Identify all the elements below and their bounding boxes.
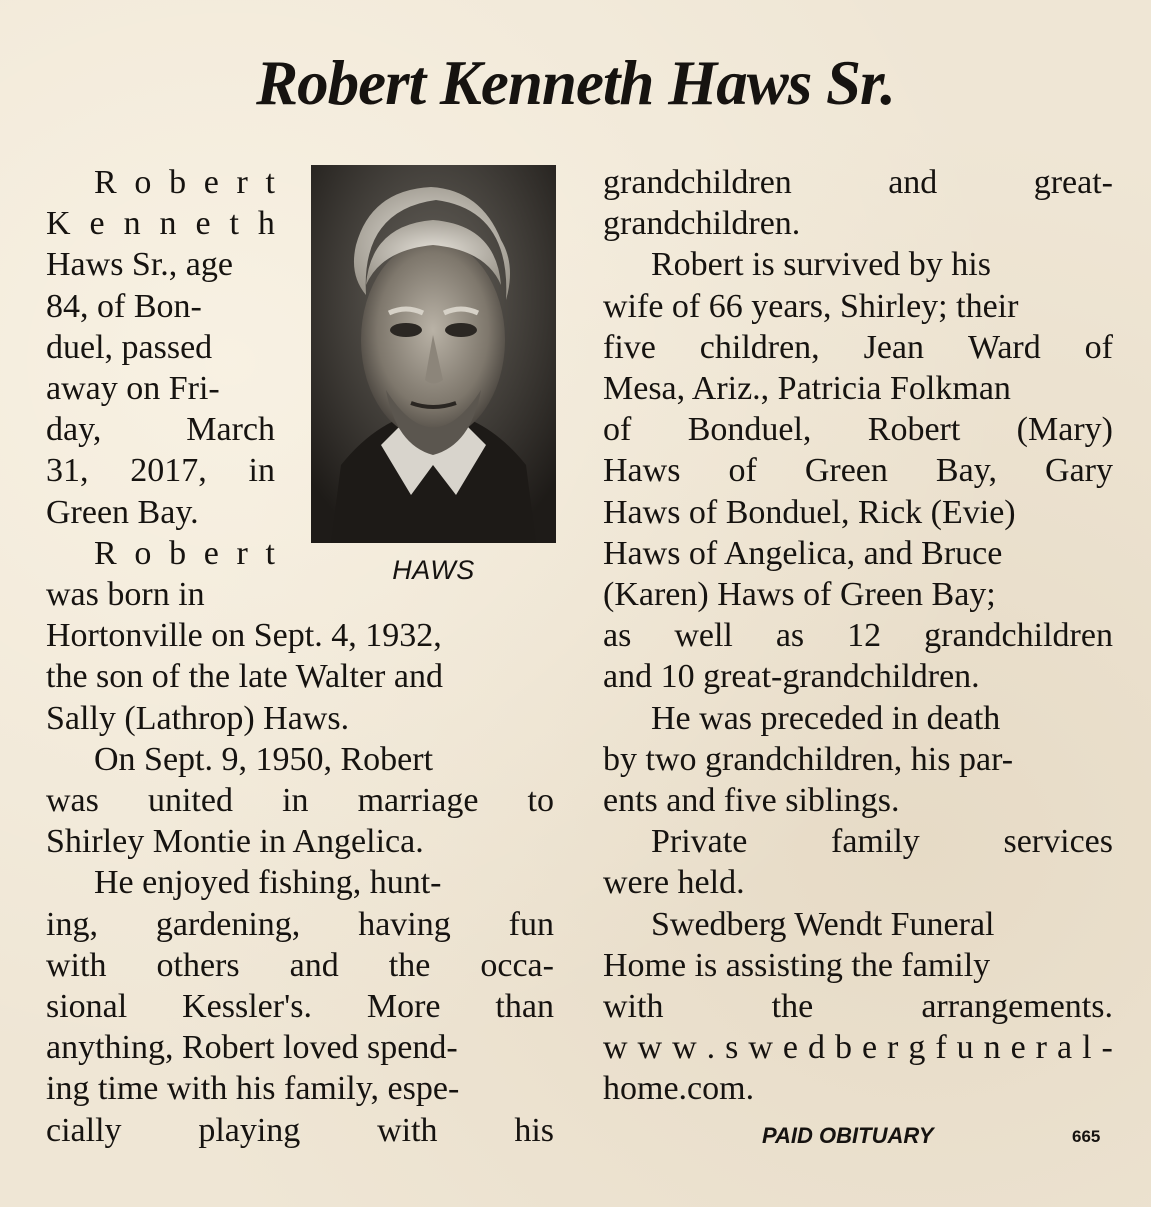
text-line: w w w . s w e d b e r g f u n e r a l - bbox=[603, 1029, 1113, 1067]
text-line: cially playing with his bbox=[46, 1111, 554, 1149]
text-line: sional Kessler's. More than bbox=[46, 988, 554, 1025]
text-line: K e n n e t h bbox=[46, 205, 275, 243]
text-line: Mesa, Ariz., Patricia Folkman bbox=[603, 370, 1011, 407]
text-line: the son of the late Walter and bbox=[46, 658, 443, 696]
text-line: Hortonville on Sept. 4, 1932, bbox=[46, 617, 442, 655]
text-line: R o b e r t bbox=[94, 164, 275, 201]
text-line: He was preceded in death bbox=[651, 699, 1001, 737]
text-line: day, March bbox=[46, 411, 275, 449]
text-line: five children, Jean Ward of bbox=[603, 328, 1113, 366]
text-line: Sally (Lathrop) Haws. bbox=[46, 699, 350, 737]
text-line: grandchildren and great- bbox=[603, 164, 1113, 201]
text-line: by two grandchildren, his par- bbox=[603, 740, 1014, 778]
paid-obituary-label: PAID OBITUARY bbox=[762, 1123, 934, 1148]
text-line: duel, passed bbox=[46, 328, 213, 366]
ad-code: 665 bbox=[1072, 1127, 1101, 1146]
text-line: Green Bay. bbox=[46, 493, 199, 531]
text-line: (Karen) Haws of Green Bay; bbox=[603, 576, 996, 613]
text-line: Haws of Angelica, and Bruce bbox=[603, 534, 1003, 572]
text-line: and 10 great-grandchildren. bbox=[603, 658, 980, 696]
text-line: with others and the occa- bbox=[46, 946, 554, 984]
text-line: as well as 12 grandchildren bbox=[603, 617, 1113, 655]
text-line: home.com. bbox=[603, 1070, 755, 1108]
text-line: Swedberg Wendt Funeral bbox=[651, 905, 995, 943]
text-line: On Sept. 9, 1950, Robert bbox=[94, 740, 434, 778]
text-line: 31, 2017, in bbox=[46, 452, 275, 490]
portrait-photo bbox=[311, 165, 556, 543]
text-line: ents and five siblings. bbox=[603, 782, 900, 819]
text-line: with the arrangements. bbox=[603, 988, 1113, 1025]
text-line: Robert is survived by his bbox=[651, 246, 991, 284]
text-line: R o b e r t bbox=[94, 534, 275, 572]
text-line: Home is assisting the family bbox=[603, 946, 991, 984]
text-line: anything, Robert loved spend- bbox=[46, 1029, 458, 1067]
text-line: of Bonduel, Robert (Mary) bbox=[603, 411, 1113, 449]
text-line: Haws of Bonduel, Rick (Evie) bbox=[603, 493, 1016, 531]
text-line: He enjoyed fishing, hunt- bbox=[94, 864, 442, 902]
text-line: grandchildren. bbox=[603, 205, 801, 243]
text-line: ing, gardening, having fun bbox=[46, 905, 554, 943]
text-line: ing time with his family, espe- bbox=[46, 1070, 460, 1108]
text-line: wife of 66 years, Shirley; their bbox=[603, 287, 1019, 325]
obituary-title: Robert Kenneth Haws Sr. bbox=[256, 48, 895, 118]
text-line: Shirley Montie in Angelica. bbox=[46, 823, 424, 861]
text-line: Private family services bbox=[651, 823, 1113, 861]
text-line: Haws of Green Bay, Gary bbox=[603, 452, 1113, 490]
photo-caption: HAWS bbox=[392, 555, 475, 585]
text-line: 84, of Bon- bbox=[46, 287, 202, 325]
text-line: was united in marriage to bbox=[46, 782, 554, 819]
text-line: Haws Sr., age bbox=[46, 246, 233, 284]
text-line: was born in bbox=[46, 576, 205, 613]
text-line: away on Fri- bbox=[46, 370, 220, 407]
text-line: were held. bbox=[603, 864, 745, 902]
